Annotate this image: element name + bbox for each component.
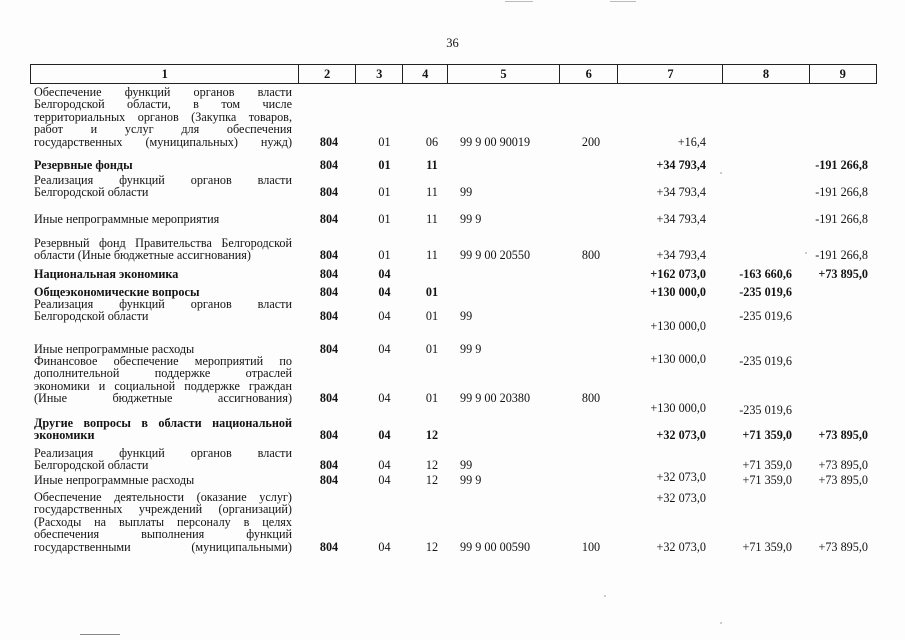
cell-column-4: 12: [425, 428, 439, 443]
cell-column-8: -235 019,6: [739, 354, 792, 368]
description-line: Резервный фонд Правительства Белгородской: [34, 236, 292, 250]
cell-column-5: 99 9: [460, 342, 482, 356]
cell-column-2: 804: [319, 267, 339, 281]
description-line: Иные непрограммные расходы: [34, 473, 195, 487]
row-description: [34, 355, 292, 405]
cell-column-2: 804: [319, 212, 339, 226]
description-line: (Расходы на выплаты персоналу в целях: [34, 514, 292, 529]
scan-artifact: [805, 252, 807, 254]
cell-column-2: 804: [319, 473, 339, 487]
description-line: области (Иные бюджетные ассигнования): [34, 248, 251, 263]
cell-column-8: -235 019,6: [739, 309, 792, 324]
cell-column-5: 99 9 00 20550: [460, 248, 531, 263]
column-header-2: 2: [298, 65, 354, 83]
cell-column-8: +71 359,0: [742, 458, 792, 473]
description-line: Белгородской области, в том числе: [34, 97, 292, 112]
column-header-8: 8: [722, 65, 808, 83]
row-description: [34, 174, 292, 199]
scan-artifact: [80, 634, 120, 635]
cell-column-6: 800: [581, 248, 601, 263]
cell-column-5: 99 9 00 20380: [460, 391, 531, 406]
cell-column-7: +16,4: [677, 134, 706, 149]
cell-column-2: 804: [319, 458, 339, 473]
cell-column-8: +71 359,0: [742, 539, 792, 554]
cell-column-2: 804: [319, 342, 339, 356]
description-line: Белгородской области: [34, 458, 149, 473]
cell-column-3: 01: [378, 134, 391, 149]
cell-column-8: -235 019,6: [739, 403, 792, 418]
cell-column-7: +32 073,0: [656, 428, 706, 443]
cell-column-2: 804: [319, 428, 339, 443]
cell-column-7: +32 073,0: [656, 539, 706, 554]
description-line: Резервные фонды: [34, 158, 133, 172]
description-line: работ и услуг для обеспечения: [34, 122, 292, 137]
cell-column-5: 99: [460, 458, 473, 473]
row-description: [34, 237, 292, 262]
cell-column-3: 04: [378, 309, 391, 324]
description-line: Обеспечение функций органов власти: [34, 85, 292, 99]
column-header-7: 7: [617, 65, 722, 83]
column-header-1: 1: [161, 67, 168, 81]
cell-column-9: -191 266,8: [815, 158, 868, 172]
cell-column-3: 04: [378, 267, 391, 281]
scan-artifact: [610, 1, 636, 2]
cell-column-7: +162 073,0: [650, 267, 706, 281]
page-number: 36: [446, 36, 459, 50]
column-header-4: 4: [402, 65, 447, 83]
cell-column-4: 12: [425, 473, 439, 487]
cell-column-9: -191 266,8: [815, 185, 868, 200]
cell-column-3: 04: [378, 458, 391, 473]
column-header-6: 6: [559, 65, 617, 83]
cell-column-9: +73 895,0: [818, 458, 868, 473]
cell-column-5: 99 9 00 00590: [460, 539, 531, 554]
row-description: [34, 213, 292, 225]
description-line: Реализация функций органов власти: [34, 446, 292, 460]
cell-column-2: 804: [319, 185, 339, 200]
cell-column-2: 804: [319, 285, 339, 299]
cell-column-4: 01: [425, 342, 439, 356]
cell-column-9: +73 895,0: [818, 267, 868, 281]
cell-column-7: +34 793,4: [656, 248, 706, 263]
scan-artifact: [720, 622, 722, 624]
description-line: экономики: [34, 428, 95, 443]
description-line: обеспечения выполнения функций: [34, 527, 292, 542]
description-line: государственными (муниципальными): [34, 539, 292, 554]
description-line: (Иные бюджетные ассигнования): [34, 391, 292, 406]
description-line: Общеэкономические вопросы: [34, 285, 200, 299]
cell-column-4: 01: [425, 309, 439, 324]
cell-column-4: 06: [425, 134, 439, 149]
cell-column-6: 800: [581, 391, 601, 406]
cell-column-3: 01: [378, 185, 391, 200]
column-header-9: 9: [809, 65, 876, 83]
cell-column-7: +130 000,0: [650, 319, 706, 334]
cell-column-3: 04: [378, 285, 391, 299]
cell-column-7: +34 793,4: [656, 158, 706, 172]
cell-column-2: 804: [319, 309, 339, 324]
cell-column-3: 04: [378, 473, 391, 487]
cell-column-9: +73 895,0: [818, 539, 868, 554]
scan-artifact: [505, 1, 533, 2]
description-line: государственных (муниципальных) нужд): [34, 134, 292, 149]
cell-column-7: +32 073,0: [656, 470, 706, 485]
cell-column-2: 804: [319, 158, 339, 172]
cell-column-5: 99 9: [460, 212, 482, 226]
cell-column-4: 11: [426, 158, 438, 172]
cell-column-4: 11: [426, 212, 438, 226]
row-description: [34, 86, 292, 148]
description-line: Обеспечение деятельности (оказание услуг): [34, 490, 292, 504]
cell-column-9: -191 266,8: [815, 212, 868, 226]
cell-column-4: 12: [425, 539, 439, 554]
description-line: Финансовое обеспечение мероприятий по: [34, 354, 292, 368]
cell-column-3: 01: [378, 158, 391, 172]
cell-column-4: 11: [426, 185, 438, 200]
cell-column-4: 01: [425, 391, 439, 406]
row-description: [34, 474, 292, 486]
cell-column-7: +130 000,0: [650, 352, 706, 366]
cell-column-3: 04: [378, 539, 391, 554]
cell-column-6: 200: [581, 134, 601, 149]
cell-column-2: 804: [319, 248, 339, 263]
column-header-5: 5: [447, 65, 559, 83]
scan-artifact: [604, 595, 606, 597]
description-line: территориальных органов (Закупка товаров,: [34, 109, 292, 124]
cell-column-8: +71 359,0: [742, 428, 792, 443]
cell-column-5: 99: [460, 185, 473, 200]
cell-column-2: 804: [319, 539, 339, 554]
description-line: Реализация функций органов власти: [34, 173, 292, 187]
cell-column-3: 04: [378, 342, 391, 356]
row-description: [34, 417, 292, 442]
scan-artifact: [720, 172, 722, 174]
cell-column-9: +73 895,0: [818, 428, 868, 443]
cell-column-5: 99 9 00 90019: [460, 134, 531, 149]
cell-column-7: +34 793,4: [656, 185, 706, 200]
cell-column-4: 12: [425, 458, 439, 473]
cell-column-3: 01: [378, 248, 391, 263]
cell-column-6: 100: [581, 539, 601, 554]
description-line: Другие вопросы в области национальной: [34, 416, 292, 430]
description-line: Реализация функций органов власти: [34, 297, 292, 311]
cell-column-8: -163 660,6: [739, 267, 792, 281]
description-line: Белгородской области: [34, 309, 149, 324]
cell-column-7: +130 000,0: [650, 285, 706, 299]
row-description: [34, 298, 292, 323]
row-description: [34, 491, 292, 553]
cell-column-7: +34 793,4: [656, 212, 706, 226]
description-line: Национальная экономика: [34, 267, 179, 281]
cell-column-9: +73 895,0: [818, 473, 868, 487]
cell-column-9: -191 266,8: [815, 248, 868, 263]
description-line: государственных учреждений (организаций): [34, 502, 292, 517]
description-line: Белгородской области: [34, 185, 149, 200]
cell-column-3: 04: [378, 391, 391, 406]
row-description: [34, 447, 292, 472]
cell-column-8: -235 019,6: [739, 285, 792, 299]
cell-column-4: 01: [425, 285, 439, 299]
row-description: [34, 268, 292, 280]
cell-column-3: 04: [378, 428, 391, 443]
cell-column-5: 99 9: [460, 473, 482, 487]
cell-column-7: +130 000,0: [650, 401, 706, 416]
description-line: экономики и социальной поддержке граждан: [34, 378, 292, 393]
description-line: дополнительной поддержке отраслей: [34, 366, 292, 381]
cell-column-2: 804: [319, 134, 339, 149]
column-header-3: 3: [355, 65, 403, 83]
cell-column-7: +32 073,0: [656, 491, 706, 505]
description-line: Иные непрограммные расходы: [34, 342, 195, 356]
cell-column-8: +71 359,0: [742, 473, 792, 487]
table-header: [30, 64, 877, 84]
cell-column-3: 01: [378, 212, 391, 226]
cell-column-5: 99: [460, 309, 473, 324]
cell-column-2: 804: [319, 391, 339, 406]
description-line: Иные непрограммные мероприятия: [34, 212, 220, 226]
row-description: [34, 159, 292, 171]
cell-column-4: 11: [426, 248, 438, 263]
